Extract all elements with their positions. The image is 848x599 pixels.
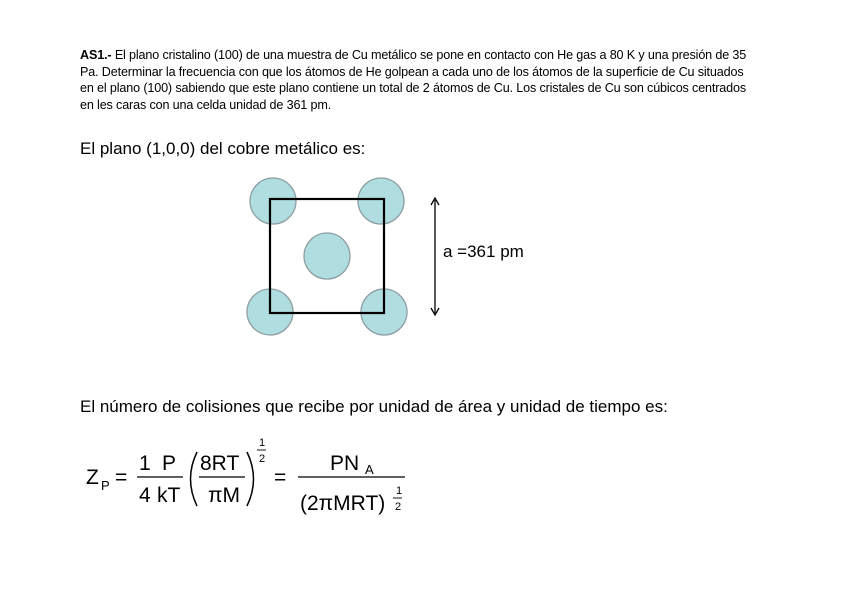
corner-atom-top-left — [250, 178, 296, 224]
formula-rhs-num: PN — [330, 452, 360, 475]
formula-rhs-num-sub: A — [365, 462, 374, 477]
formula-z: Z — [86, 466, 99, 489]
right-paren — [247, 452, 254, 506]
formula-paren-num: 8RT — [200, 452, 240, 475]
collisions-heading: El número de colisiones que recibe por unidad de área y unidad de tiempo es: — [80, 397, 668, 416]
formula-equals-2: = — [274, 466, 287, 489]
problem-text: El plano cristalino (100) de una muestra de Cu metálico se pone en contacto con He gas a 80 K y una presión de 35 Pa. Determinar la frecuencia con que los átomos de He golpean a cada uno de los átomos de la superficie de Cu situados en el plano (100) sabiendo que este plano contiene un total de 2 átomos de Cu. Los cristales de Cu son cúbicos centrados en les caras con una celda unidad de 361 pm. — [80, 48, 747, 112]
corner-atom-top-right — [358, 178, 404, 224]
formula-frac2-den: kT — [157, 484, 181, 507]
formula-equals-1: = — [115, 466, 128, 489]
dimension-label: a =361 pm — [443, 242, 524, 261]
formula-frac1-den: 4 — [139, 484, 151, 507]
problem-label: AS1.- — [80, 48, 112, 62]
face-center-atom — [304, 233, 350, 279]
collision-formula — [86, 437, 405, 515]
formula-frac1-num: 1 — [139, 452, 151, 475]
dimension-arrow — [431, 198, 439, 315]
formula-z-subscript: P — [101, 478, 110, 493]
formula-rhs-exp-num: 1 — [396, 485, 403, 497]
formula-paren-den: πM — [208, 484, 240, 507]
formula-rhs-den: (2πMRT) — [300, 492, 386, 515]
formula-frac2-num: P — [162, 452, 177, 475]
formula-exp-num: 1 — [259, 437, 266, 449]
formula-rhs-exp-den: 2 — [395, 501, 402, 513]
left-paren — [191, 452, 198, 506]
plane-heading: El plano (1,0,0) del cobre metálico es: — [80, 139, 366, 158]
formula-exp-den: 2 — [259, 453, 266, 465]
